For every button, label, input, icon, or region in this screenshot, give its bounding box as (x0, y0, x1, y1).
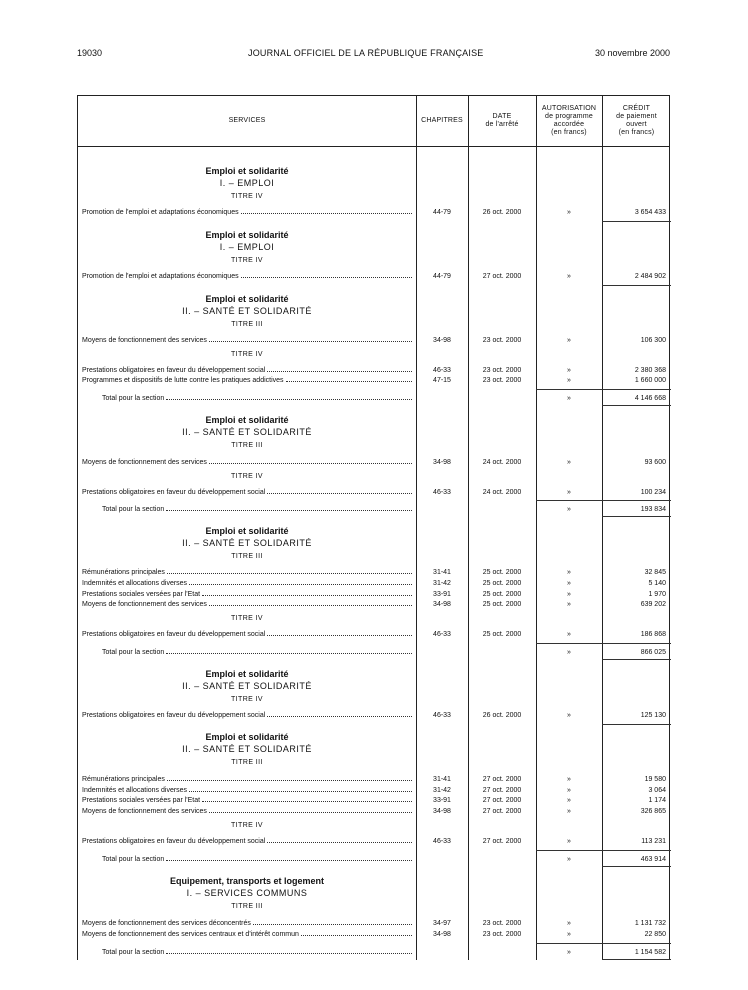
total-autorisation: » (567, 395, 571, 402)
row-date: 25 oct. 2000 (482, 569, 522, 576)
row-autorisation: » (567, 787, 571, 794)
titre-label: TITRE III (231, 321, 263, 328)
row-chapitre: 33-91 (433, 591, 451, 598)
row-label-text: Prestations obligatoires en faveur du développement social (82, 367, 266, 374)
section-ministry: Emploi et solidarité (205, 732, 289, 742)
row-date: 25 oct. 2000 (482, 580, 522, 587)
row-date: 25 oct. 2000 (482, 591, 522, 598)
row-chapitre: 47-15 (433, 377, 451, 384)
row-chapitre: 31-42 (433, 580, 451, 587)
row-date: 24 oct. 2000 (482, 489, 522, 496)
row-date: 26 oct. 2000 (482, 712, 522, 719)
row-chapitre: 46-33 (433, 367, 451, 374)
leader-dots (202, 800, 412, 802)
row-date: 27 oct. 2000 (482, 273, 522, 280)
row-date: 27 oct. 2000 (482, 787, 522, 794)
row-label (82, 795, 412, 806)
section-ministry: Emploi et solidarité (205, 294, 289, 304)
leader-dots (167, 779, 412, 781)
row-label-text: Prestations obligatoires en faveur du développement social (82, 838, 266, 845)
leader-dots (209, 462, 412, 464)
row-autorisation: » (567, 712, 571, 719)
row-label-text: Prestations obligatoires en faveur du développement social (82, 631, 266, 638)
row-autorisation: » (567, 591, 571, 598)
row-chapitre: 34-98 (433, 459, 451, 466)
row-date: 25 oct. 2000 (482, 631, 522, 638)
leader-dots (286, 380, 412, 382)
row-label (102, 504, 412, 515)
titre-label: TITRE IV (231, 615, 263, 622)
row-chapitre: 46-33 (433, 489, 451, 496)
total-credit: 866 025 (640, 649, 666, 656)
row-date: 27 oct. 2000 (482, 776, 522, 783)
separator-rule (602, 866, 671, 867)
row-label (82, 271, 412, 282)
row-label (82, 918, 412, 929)
titre-label: TITRE IV (231, 257, 263, 264)
row-label (82, 836, 412, 847)
leader-dots (209, 811, 412, 813)
row-date: 26 oct. 2000 (482, 209, 522, 216)
row-label-text: Prestations sociales versées par l'Etat (82, 797, 201, 804)
leader-dots (241, 212, 412, 214)
row-credit: 326 865 (640, 808, 666, 815)
total-credit: 193 834 (640, 506, 666, 513)
row-date: 27 oct. 2000 (482, 797, 522, 804)
separator-rule (536, 850, 671, 851)
total-autorisation: » (567, 506, 571, 513)
row-chapitre: 31-42 (433, 787, 451, 794)
section-heading (78, 414, 416, 438)
row-label (82, 806, 412, 817)
row-autorisation: » (567, 580, 571, 587)
row-label-text: Moyens de fonctionnement des services (82, 459, 207, 466)
row-credit: 19 580 (644, 776, 666, 783)
row-credit: 125 130 (640, 712, 666, 719)
row-autorisation: » (567, 209, 571, 216)
row-credit: 1 131 732 (634, 920, 666, 927)
row-chapitre: 34-98 (433, 808, 451, 815)
separator-rule (602, 221, 671, 222)
table-row (78, 918, 671, 929)
table-row (78, 629, 671, 640)
row-chapitre: 34-97 (433, 920, 451, 927)
row-autorisation: » (567, 797, 571, 804)
row-chapitre: 31-41 (433, 776, 451, 783)
row-chapitre: 34-98 (433, 931, 451, 938)
leader-dots (253, 923, 412, 925)
row-credit: 93 600 (644, 459, 666, 466)
leader-dots (166, 509, 412, 511)
row-date: 27 oct. 2000 (482, 838, 522, 845)
row-autorisation: » (567, 931, 571, 938)
separator-rule (602, 959, 671, 960)
leader-dots (167, 572, 412, 574)
table-row (78, 929, 671, 940)
row-credit: 3 064 (648, 787, 666, 794)
row-credit: 3 654 433 (634, 209, 666, 216)
row-credit: 100 234 (640, 489, 666, 496)
section-heading (78, 525, 416, 549)
table-row (78, 375, 671, 386)
table-row (78, 207, 671, 218)
section-heading (78, 293, 416, 317)
section-heading (78, 731, 416, 755)
titre-label: TITRE IV (231, 351, 263, 358)
row-credit: 113 231 (641, 838, 666, 845)
leader-dots (166, 859, 412, 861)
section-heading (78, 875, 416, 899)
row-chapitre: 46-33 (433, 712, 451, 719)
row-label (82, 599, 412, 610)
col-header-credit: CRÉDIT de paiement ouvert (en francs) (616, 105, 657, 136)
separator-rule (602, 724, 671, 725)
leader-dots (209, 604, 412, 606)
row-label-text: Total pour la section (102, 395, 165, 402)
row-chapitre: 46-33 (433, 631, 451, 638)
row-label-text: Prestations obligatoires en faveur du développement social (82, 712, 266, 719)
row-label (102, 393, 412, 404)
table-row (78, 567, 671, 578)
leader-dots (189, 583, 412, 585)
leader-dots (267, 634, 412, 636)
row-label (82, 207, 412, 218)
table-row (78, 578, 671, 589)
row-label (82, 375, 412, 386)
leader-dots (241, 276, 412, 278)
row-label-text: Prestations sociales versées par l'Etat (82, 591, 201, 598)
row-autorisation: » (567, 631, 571, 638)
separator-rule (602, 659, 671, 660)
row-label-text: Moyens de fonctionnement des services (82, 808, 207, 815)
row-label-text: Total pour la section (102, 949, 165, 956)
row-label (82, 710, 412, 721)
table-row (78, 774, 671, 785)
row-chapitre: 31-41 (433, 569, 451, 576)
section-heading (78, 229, 416, 253)
row-autorisation: » (567, 920, 571, 927)
row-autorisation: » (567, 273, 571, 280)
section-subtitle: I. – SERVICES COMMUNS (186, 888, 308, 898)
row-label (102, 647, 412, 658)
section-subtitle: II. – SANTÉ ET SOLIDARITÉ (182, 744, 312, 754)
total-row (78, 947, 671, 958)
row-label-text: Moyens de fonctionnement des services (82, 337, 207, 344)
titre-label: TITRE III (231, 759, 263, 766)
total-autorisation: » (567, 649, 571, 656)
row-label-text: Rémunérations principales (82, 569, 165, 576)
row-date: 24 oct. 2000 (482, 459, 522, 466)
row-autorisation: » (567, 808, 571, 815)
section-ministry: Emploi et solidarité (205, 415, 289, 425)
row-label (82, 335, 412, 346)
row-credit: 106 300 (640, 337, 666, 344)
col-header-services: SERVICES (228, 117, 266, 124)
row-label-text: Moyens de fonctionnement des services centraux et d'intérêt commun (82, 931, 299, 938)
total-row (78, 647, 671, 658)
col-header-date: DATE de l'arrêté (485, 113, 519, 128)
row-credit: 2 380 368 (634, 367, 666, 374)
section-ministry: Emploi et solidarité (205, 166, 289, 176)
separator-rule (602, 516, 671, 517)
leader-dots (267, 370, 412, 372)
section-subtitle: I. – EMPLOI (219, 178, 275, 188)
row-autorisation: » (567, 367, 571, 374)
credits-table (77, 95, 670, 960)
row-label (102, 947, 412, 958)
separator-rule (536, 389, 671, 390)
section-ministry: Emploi et solidarité (205, 526, 289, 536)
titre-label: TITRE III (231, 442, 263, 449)
section-subtitle: II. – SANTÉ ET SOLIDARITÉ (182, 306, 312, 316)
row-autorisation: » (567, 377, 571, 384)
section-ministry: Emploi et solidarité (205, 669, 289, 679)
section-subtitle: II. – SANTÉ ET SOLIDARITÉ (182, 427, 312, 437)
row-label-text: Promotion de l'emploi et adaptations économiques (82, 209, 239, 216)
row-autorisation: » (567, 459, 571, 466)
table-row (78, 271, 671, 282)
row-date: 23 oct. 2000 (482, 367, 522, 374)
separator-rule (536, 943, 671, 944)
row-date: 23 oct. 2000 (482, 931, 522, 938)
row-credit: 1 970 (648, 591, 666, 598)
leader-dots (202, 594, 412, 596)
row-label-text: Total pour la section (102, 649, 165, 656)
total-autorisation: » (567, 949, 571, 956)
row-chapitre: 44-79 (433, 209, 451, 216)
section-heading (78, 165, 416, 189)
row-label (82, 457, 412, 468)
row-label (82, 629, 412, 640)
row-credit: 22 850 (644, 931, 666, 938)
total-credit: 463 914 (640, 856, 666, 863)
row-label-text: Rémunérations principales (82, 776, 165, 783)
row-chapitre: 34-98 (433, 337, 451, 344)
row-chapitre: 34-98 (433, 601, 451, 608)
titre-label: TITRE IV (231, 473, 263, 480)
leader-dots (267, 492, 412, 494)
row-credit: 5 140 (648, 580, 666, 587)
row-chapitre: 33-91 (433, 797, 451, 804)
table-row (78, 599, 671, 610)
titre-label: TITRE IV (231, 193, 263, 200)
row-date: 23 oct. 2000 (482, 920, 522, 927)
leader-dots (166, 652, 412, 654)
row-label-text: Indemnités et allocations diverses (82, 787, 188, 794)
titre-label: TITRE IV (231, 822, 263, 829)
row-autorisation: » (567, 838, 571, 845)
total-credit: 4 146 668 (634, 395, 666, 402)
table-row (78, 335, 671, 346)
col-header-autorisation: AUTORISATION de programme accordée (en francs) (541, 105, 597, 136)
total-credit: 1 154 582 (634, 949, 666, 956)
row-label-text: Moyens de fonctionnement des services (82, 601, 207, 608)
row-credit: 639 202 (640, 601, 666, 608)
row-label-text: Prestations obligatoires en faveur du développement social (82, 489, 266, 496)
row-autorisation: » (567, 489, 571, 496)
journal-title: JOURNAL OFFICIEL DE LA RÉPUBLIQUE FRANÇAISE (248, 48, 484, 58)
total-row (78, 504, 671, 515)
section-heading (78, 668, 416, 692)
row-autorisation: » (567, 337, 571, 344)
table-row (78, 457, 671, 468)
separator-rule (536, 643, 671, 644)
row-label-text: Total pour la section (102, 506, 165, 513)
total-autorisation: » (567, 856, 571, 863)
total-row (78, 393, 671, 404)
table-row (78, 836, 671, 847)
separator-rule (536, 500, 671, 501)
table-row (78, 806, 671, 817)
row-date: 27 oct. 2000 (482, 808, 522, 815)
row-date: 23 oct. 2000 (482, 377, 522, 384)
row-chapitre: 46-33 (433, 838, 451, 845)
row-credit: 1 660 000 (634, 377, 666, 384)
row-label (82, 929, 412, 940)
titre-label: TITRE III (231, 553, 263, 560)
section-subtitle: I. – EMPLOI (219, 242, 275, 252)
col-header-chapitres: CHAPITRES (421, 117, 463, 124)
row-autorisation: » (567, 776, 571, 783)
leader-dots (209, 340, 412, 342)
leader-dots (166, 398, 412, 400)
leader-dots (267, 841, 412, 843)
row-date: 23 oct. 2000 (482, 337, 522, 344)
section-ministry: Emploi et solidarité (205, 230, 289, 240)
table-row (78, 710, 671, 721)
row-credit: 186 868 (640, 631, 666, 638)
section-subtitle: II. – SANTÉ ET SOLIDARITÉ (182, 538, 312, 548)
row-autorisation: » (567, 601, 571, 608)
row-date: 25 oct. 2000 (482, 601, 522, 608)
row-label (102, 854, 412, 865)
row-label (82, 567, 412, 578)
row-chapitre: 44-79 (433, 273, 451, 280)
leader-dots (267, 715, 412, 717)
row-credit: 1 174 (648, 797, 666, 804)
row-label-text: Indemnités et allocations diverses (82, 580, 188, 587)
table-row (78, 487, 671, 498)
issue-date: 30 novembre 2000 (594, 48, 670, 58)
row-label (82, 774, 412, 785)
row-label-text: Moyens de fonctionnement des services déconcentrés (82, 920, 251, 927)
section-ministry: Equipement, transports et logement (169, 876, 325, 886)
row-credit: 2 484 902 (634, 273, 666, 280)
leader-dots (189, 790, 412, 792)
leader-dots (301, 934, 412, 936)
separator-rule (602, 405, 671, 406)
row-label-text: Total pour la section (102, 856, 165, 863)
row-label-text: Promotion de l'emploi et adaptations économiques (82, 273, 239, 280)
titre-label: TITRE IV (231, 696, 263, 703)
row-label-text: Programmes et dispositifs de lutte contre les pratiques addictives (82, 377, 284, 384)
separator-rule (602, 285, 671, 286)
total-row (78, 854, 671, 865)
row-label (82, 487, 412, 498)
row-autorisation: » (567, 569, 571, 576)
row-credit: 32 845 (644, 569, 666, 576)
leader-dots (166, 952, 412, 954)
section-subtitle: II. – SANTÉ ET SOLIDARITÉ (182, 681, 312, 691)
page-number: 19030 (77, 48, 103, 58)
titre-label: TITRE III (231, 903, 263, 910)
table-row (78, 795, 671, 806)
row-label (82, 578, 412, 589)
